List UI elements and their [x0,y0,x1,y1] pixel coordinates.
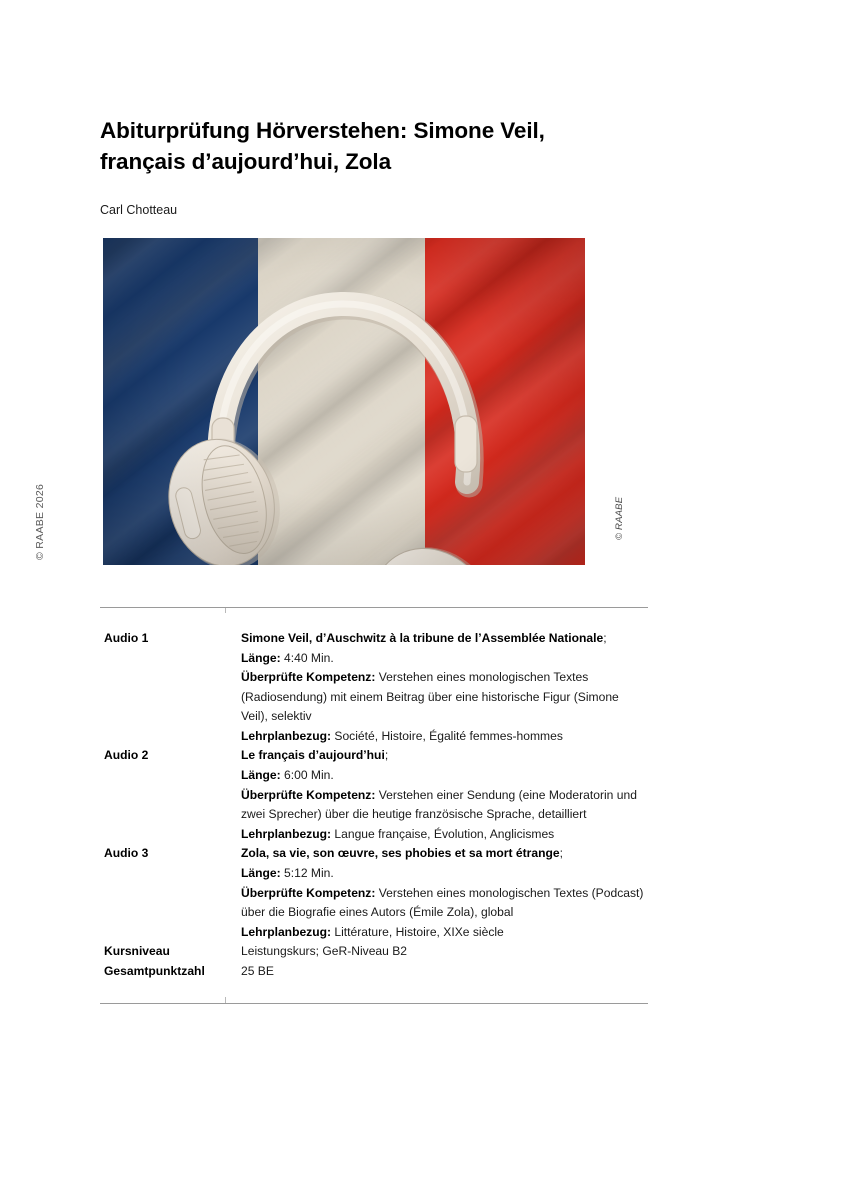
table-row-label: Audio 2 [104,748,149,763]
audio-info-table [100,607,648,981]
page-title: Abiturprüfung Hörverstehen: Simone Veil, français d’aujourd’hui, Zola [100,118,545,174]
table-line-bold: Länge: [241,768,281,783]
table-row-line: Zola, sa vie, son œuvre, ses phobies et sa mort étrange; [241,846,563,861]
table-line-bold: Überprüfte Kompetenz: [241,787,376,802]
cover-photo [103,238,585,565]
table-line-bold: Überprüfte Kompetenz: [241,885,376,900]
table-line-bold: Simone Veil, d’Auschwitz à la tribune de l’Assemblée Nationale [241,631,604,645]
table-row-label: Gesamtpunktzahl [104,963,205,978]
table-row-value [241,942,648,962]
table-row [100,629,648,746]
table-row-line: Le français d’aujourd’hui; [241,748,389,763]
table-line-bold: Lehrplanbezug: [241,826,332,841]
table-row-label: Audio 1 [104,631,149,645]
photo-vignette [103,238,585,565]
table-row-value [241,746,648,844]
table-line-bold: Lehrplanbezug: [241,728,332,743]
table-top-rule-row [100,608,648,630]
table-row-line: Lehrplanbezug: Littérature, Histoire, XIXe siècle [241,924,504,939]
author-name: Carl Chotteau [100,203,178,217]
table-row-line: Leistungskurs; GeR-Niveau B2 [241,944,408,959]
table-row-line: Simone Veil, d’Auschwitz à la tribune de l’Assemblée Nationale; [241,631,607,645]
table-line-bold: Lehrplanbezug: [241,924,332,939]
table-row-line: Lehrplanbezug: Langue française, Évolution, Anglicismes [241,826,555,841]
table-row-line: Länge: 4:40 Min. [241,650,334,665]
table-line-bold: Le français d’aujourd’hui [241,748,385,763]
table-line-bold: Zola, sa vie, son œuvre, ses phobies et sa mort étrange [241,846,560,861]
table-row [100,942,648,962]
table-row-line: Überprüfte Kompetenz: Verstehen eines monologischen Textes (Radiosendung) mit einem Beitrag über eine historische Figur (Simone Veil), selektiv [241,670,619,724]
table-line-bold: Länge: [241,865,281,880]
table-row-line: Länge: 5:12 Min. [241,865,334,880]
table-bottom-rule [100,1003,648,1004]
table-row-line: Länge: 6:00 Min. [241,768,334,783]
table-row-value [241,844,648,942]
table-line-bold: Überprüfte Kompetenz: [241,670,376,685]
table-row-line: Überprüfte Kompetenz: Verstehen eines monologischen Textes (Podcast) über die Biografie eines Autors (Émile Zola), global [241,885,644,920]
table-line-bold: Länge: [241,650,281,665]
table-row-value [241,629,648,746]
table-row-line: Lehrplanbezug: Société, Histoire, Égalité femmes-hommes [241,728,563,743]
table-row [100,844,648,942]
table-row [100,962,648,982]
table-row-line: Überprüfte Kompetenz: Verstehen einer Sendung (eine Moderatorin und zwei Sprecher) über die heutige französische Sprache, detailliert [241,787,637,822]
table-row-label: Audio 3 [104,846,149,861]
table-row-line: 25 BE [241,963,274,978]
table-row-value [241,962,648,982]
photo-credit: © RAABE [614,496,625,540]
table-row [100,746,648,844]
table-row-label: Kursniveau [104,944,170,959]
side-copyright-text: © RAABE 2026 [34,483,46,560]
